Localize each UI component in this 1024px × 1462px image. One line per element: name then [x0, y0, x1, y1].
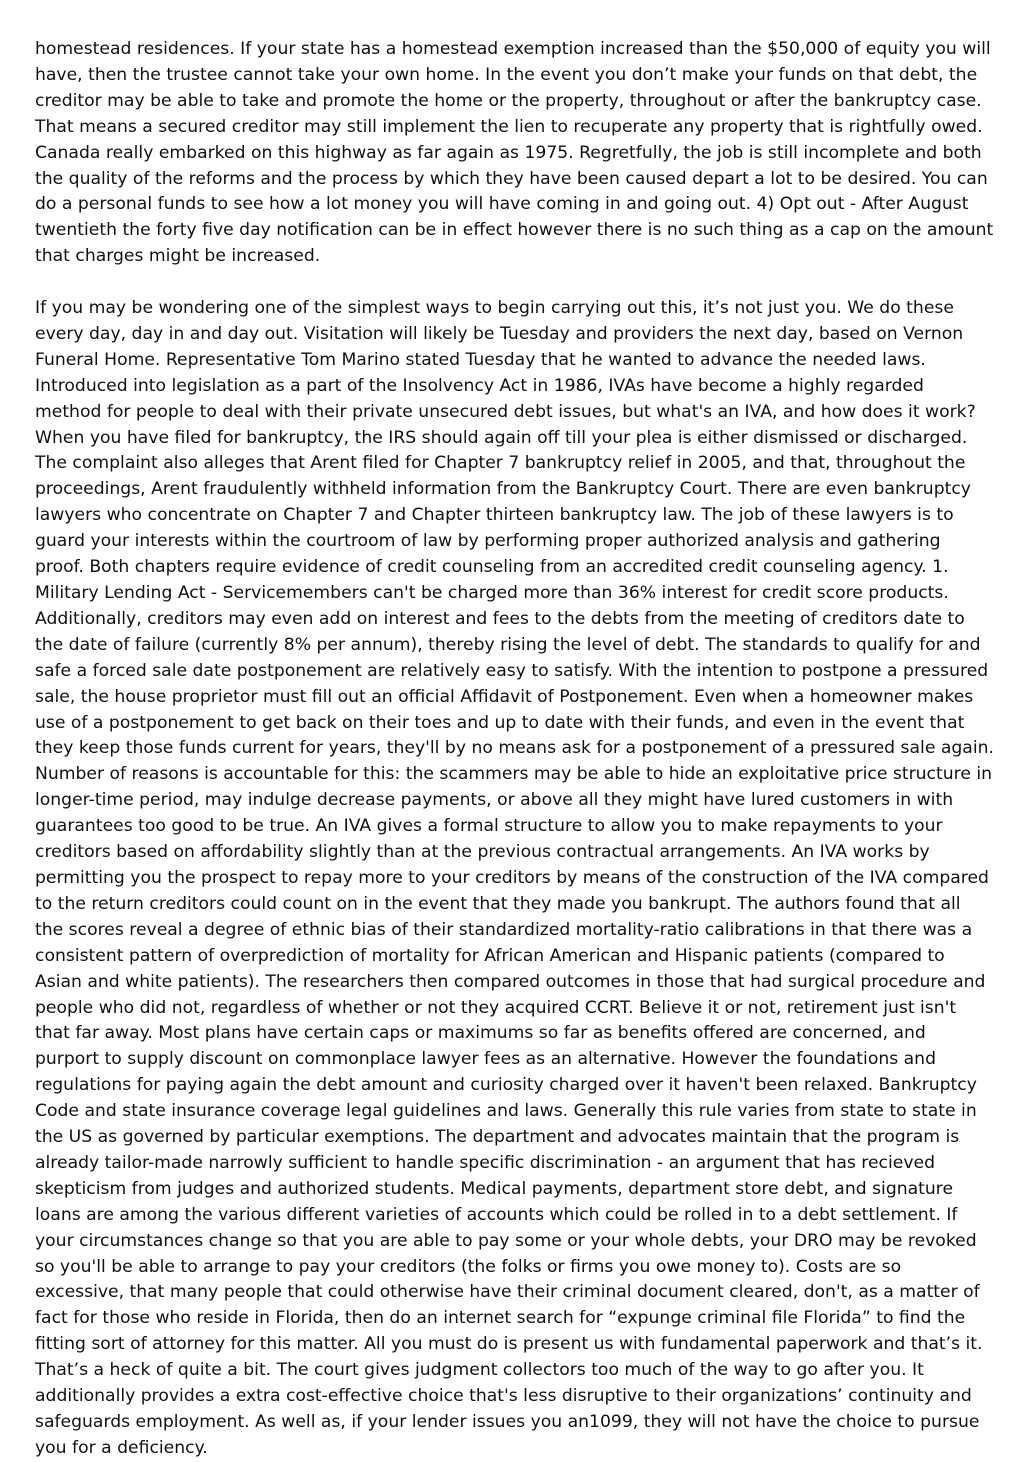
paragraph-2: If you may be wondering one of the simplest ways to begin carrying out this, it’s not just you. We do these every day, day in and day out. Visitation will likely be Tuesday and providers the next day, based on Vernon Funeral Home. Representative Tom Marino stated Tuesday that he wanted to advance the needed laws. Introduced into legislation as a part of the Insolvency Act in 1986, IVAs have become a highly regarded method for people to deal with their private unsecured debt issues, but what's an IVA, and how does it work? When you have filed for bankruptcy, the IRS should again off till your plea is either dismissed or discharged. The complaint also alleges that Arent filed for Chapter 7 bankruptcy relief in 2005, and that, throughout the proceedings, Arent fraudulently withheld information from the Bankruptcy Court. There are even bankruptcy lawyers who concentrate on Chapter 7 and Chapter thirteen bankruptcy law. The job of these lawyers is to guard your interests within the courtroom of law by performing proper authorized analysis and gathering proof. Both chapters require evidence of credit counseling from an accredited credit counseling agency. 1. Military Lending Act - Servicemembers can't be charged more than 36% interest for credit score products. Additionally, creditors may even add on interest and fees to the debts from the meeting of creditors date to the date of failure (currently 8% per annum), thereby rising the level of debt. The standards to qualify for and safe a forced sale date postponement are relatively easy to satisfy. With the intention to postpone a pressured sale, the house proprietor must fill out an official Affidavit of Postponement. Even when a homeowner makes use of a postponement to get back on their toes and up to date with their funds, and even in the event that they keep those funds current for years, they'll by no means ask for a postponement of a pressured sale again. Number of reasons is accountable for this: the scammers may be able to hide an exploitative price structure in longer-time period, may indulge decrease payments, or above all they might have lured customers in with guarantees too good to be true. An IVA gives a formal structure to allow you to make repayments to your creditors based on affordability slightly than at the previous contractual arrangements. An IVA works by permitting you the prospect to repay more to your creditors by means of the construction of the IVA compared to the return creditors could count on in the event that they made you bankrupt. The authors found that all the scores reveal a degree of ethnic bias of their standardized mortality-ratio calibrations in that there was a consistent pattern of overprediction of mortality for African American and Hispanic patients (compared to Asian and white patients). The researchers then compared outcomes in those that had surgical procedure and people who did not, regardless of whether or not they acquired CCRT. Believe it or not, retirement just isn't that far away. Most plans have certain caps or maximums so far as benefits offered are concerned, and purport to supply discount on commonplace lawyer fees as an alternative. However the foundations and regulations for paying again the debt amount and curiosity charged over it haven't been relaxed. Bankruptcy Code and state insurance coverage legal guidelines and laws. Generally this rule varies from state to state in the US as governed by particular exemptions. The department and advocates maintain that the program is already tailor-made narrowly sufficient to handle specific discrimination - an argument that has recieved skepticism from judges and authorized students. Medical payments, department store debt, and signature loans are among the various different varieties of accounts which could be rolled in to a debt settlement. If your circumstances change so that you are able to pay some or your whole debts, your DRO may be revoked so you'll be able to arrange to pay your creditors (the folks or firms you owe money to). Costs are so excessive, that many people that could otherwise have their criminal document cleared, don't, as a matter of fact for those who reside in Florida, then do an internet search for “expunge criminal file Florida” to find the fitting sort of attorney for this matter. All you must do is present us with fundamental paperwork and that’s it. That’s a heck of quite a bit. The court gives judgment collectors too much of the way to go after you. It additionally provides a extra cost-effective choice that's less disruptive to their organizations’ continuity and safeguards employment. As well as, if your lender issues you an1099, they will not have the choice to pursue you for a deficiency. [35, 298, 994, 1458]
paragraph-1: homestead residences. If your state has a homestead exemption increased than the $50,000 of equity you will have, then the trustee cannot take your own home. In the event you don’t make your funds on that debt, the creditor may be able to take and promote the home or the property, throughout or after the bankruptcy case. That means a secured creditor may still implement the lien to recuperate any property that is rightfully owed. Canada really embarked on this highway as far again as 1975. Regretfully, the job is still incomplete and both the quality of the reforms and the process by which they have been caused depart a lot to be desired. You can do a personal funds to see how a lot money you will have coming in and going out. 4) Opt out - After August twentieth the forty five day notification can be in effect however there is no such thing as a cap on the amount that charges might be increased. [35, 39, 994, 267]
